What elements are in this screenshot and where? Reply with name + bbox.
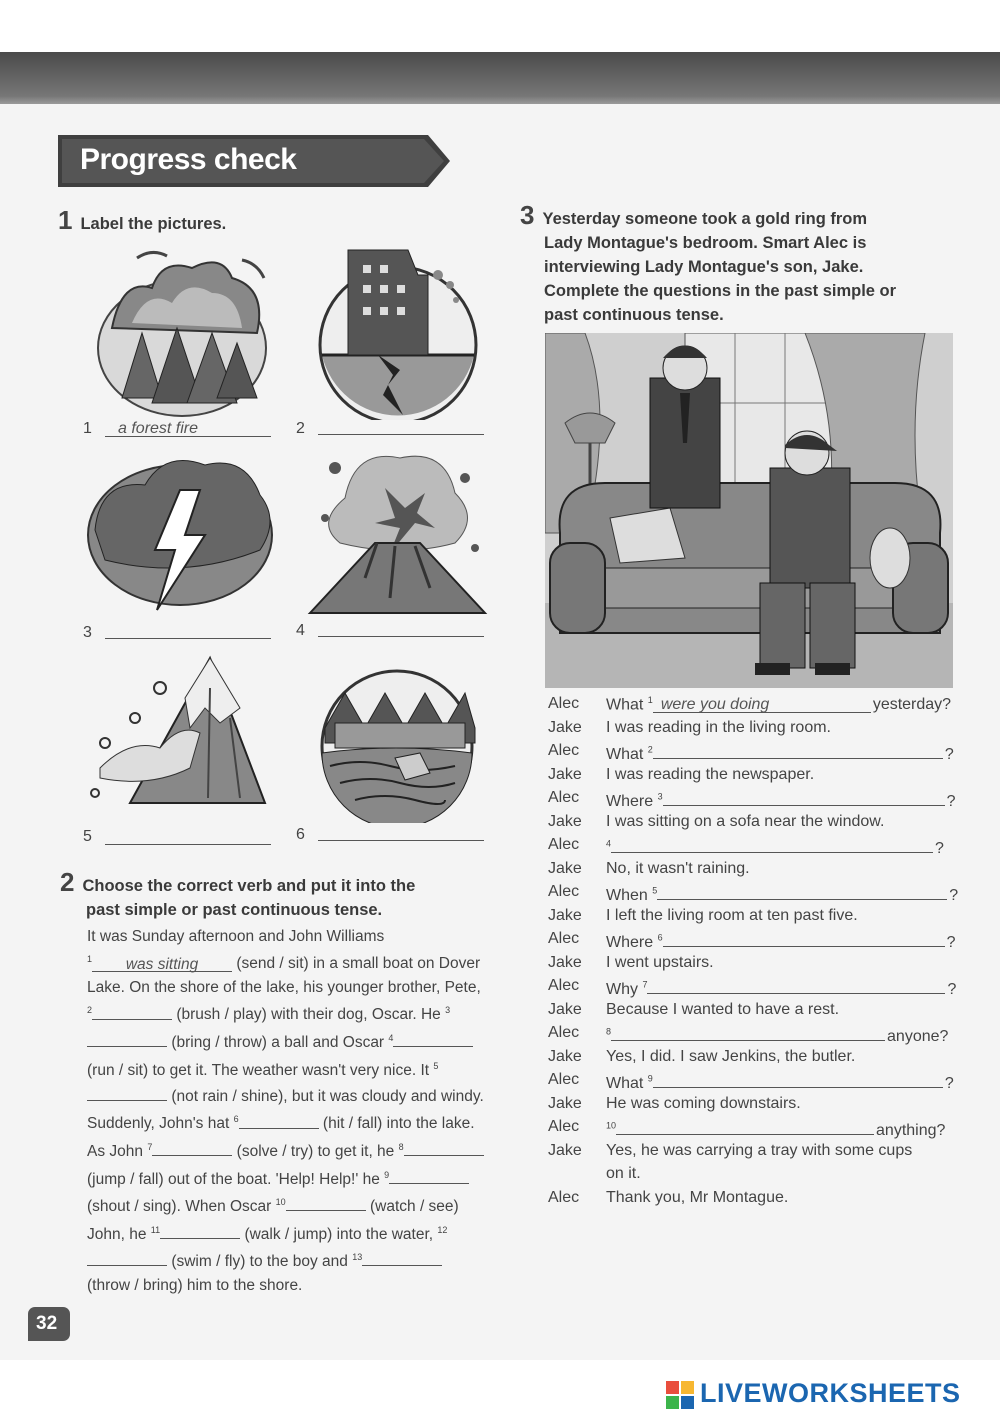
- page-number: 32: [36, 1313, 58, 1334]
- speaker-name: Jake: [548, 953, 582, 971]
- dialogue-row: [548, 881, 960, 905]
- section3-heading: [520, 200, 960, 327]
- dialogue-line: [606, 742, 960, 764]
- gap-9[interactable]: [389, 1165, 469, 1184]
- answer-line-6[interactable]: [318, 822, 484, 841]
- dialogue-line: [606, 789, 960, 811]
- question-end: anyone?: [887, 1028, 949, 1045]
- speaker-name: Jake: [548, 718, 582, 736]
- question-end: ?: [947, 981, 957, 998]
- speaker-name: Alec: [548, 977, 580, 994]
- section1-heading: [58, 205, 227, 236]
- question-gap-6[interactable]: [663, 930, 945, 947]
- story-text: (swim / fly) to the boy and: [171, 1253, 348, 1271]
- gap-number: 1: [647, 695, 653, 705]
- question-gap-4[interactable]: [611, 836, 933, 853]
- question-gap-answer: were you doing: [660, 696, 770, 714]
- dialogue-line: [606, 883, 960, 905]
- section2-heading: [60, 867, 480, 922]
- dialogue-row: [548, 1093, 960, 1117]
- question-gap-1[interactable]: [653, 696, 871, 713]
- gap-number: 9: [384, 1169, 390, 1180]
- forest-fire-icon: [92, 248, 272, 418]
- section3-title-2: Lady Montague's bedroom. Smart Alec is: [544, 234, 867, 252]
- speaker-name: Alec: [548, 789, 580, 806]
- dialogue-line: Yes, he was carrying a tray with some cups: [606, 1141, 913, 1159]
- dialogue-row: [548, 1187, 960, 1211]
- gap-number: 1: [87, 954, 93, 965]
- speaker-name: Jake: [548, 906, 582, 924]
- gap-number: 10: [275, 1197, 286, 1208]
- question-gap-2[interactable]: [653, 742, 943, 759]
- speaker-name: Alec: [548, 742, 580, 759]
- progress-check-banner: [58, 135, 450, 187]
- dialogue-line: I was sitting on a sofa near the window.: [606, 812, 885, 830]
- page-title: Progress check: [80, 143, 297, 176]
- dialogue-row: [548, 928, 960, 952]
- story-paragraph: [87, 925, 487, 1297]
- question-end: ?: [944, 1075, 954, 1092]
- story-text: (jump / fall) out of the boat. 'Help! Help!' he: [87, 1170, 380, 1188]
- label-num-4: 4: [296, 622, 305, 639]
- gap-number: 2: [87, 1005, 93, 1016]
- speaker-name: Alec: [548, 1118, 580, 1135]
- story-text: (bring / throw) a ball and Oscar: [171, 1034, 385, 1052]
- speaker-name: Jake: [548, 1000, 582, 1018]
- gap-number: 12: [437, 1224, 448, 1235]
- gap-13[interactable]: [362, 1247, 442, 1266]
- label-num-5: 5: [83, 828, 92, 845]
- speaker-name: Jake: [548, 1094, 582, 1112]
- question-gap-5[interactable]: [657, 883, 947, 900]
- question-gap-9[interactable]: [653, 1071, 943, 1088]
- question-end: yesterday?: [872, 696, 952, 714]
- dialogue-line: Yes, I did. I saw Jenkins, the butler.: [606, 1047, 856, 1065]
- speaker-name: Jake: [548, 859, 582, 877]
- section3-title-5: past continuous tense.: [544, 306, 724, 324]
- living-room-illustration: [545, 333, 953, 688]
- gap-number: 2: [647, 744, 653, 755]
- dialogue-line: [606, 1071, 960, 1093]
- label-num-1: 1: [83, 420, 92, 437]
- speaker-name: Jake: [548, 765, 582, 783]
- gap-7[interactable]: [152, 1137, 232, 1156]
- earthquake-icon: [308, 245, 488, 420]
- gap-5[interactable]: [87, 1082, 167, 1101]
- answer-line-5[interactable]: [105, 826, 271, 845]
- page-number-badge: [28, 1307, 70, 1341]
- dialogue-line: I went upstairs.: [606, 953, 714, 971]
- story-text: (brush / play) with their dog, Oscar. He: [176, 1006, 441, 1024]
- question-end: ?: [944, 746, 954, 763]
- question-end: ?: [946, 793, 956, 810]
- dialogue-line: I was reading in the living room.: [606, 718, 831, 736]
- question-end: anything?: [876, 1122, 946, 1139]
- question-start: Why: [606, 981, 638, 998]
- answer-line-2[interactable]: [318, 416, 484, 435]
- answer-line-3[interactable]: [105, 620, 271, 639]
- dialogue-row: [548, 717, 960, 741]
- section2-title-2: past simple or past continuous tense.: [86, 901, 383, 919]
- speaker-name: Alec: [548, 1071, 580, 1088]
- question-end: ?: [946, 934, 956, 951]
- gap-number: 4: [606, 838, 612, 849]
- gap-11[interactable]: [160, 1220, 240, 1239]
- story-text: (not rain / shine), but it was cloudy and windy. Suddenly, John's hat: [87, 1088, 484, 1133]
- gap-number: 7: [147, 1142, 153, 1153]
- gap-number: 6: [233, 1114, 239, 1125]
- question-start: Where: [606, 934, 654, 951]
- dialogue-row: [548, 1140, 960, 1164]
- speaker-name: Alec: [548, 883, 580, 900]
- speaker-name: Jake: [548, 1141, 582, 1159]
- dialogue-line: [606, 836, 960, 858]
- dialogue-line: on it.: [606, 1165, 641, 1182]
- dialogue-line: No, it wasn't raining.: [606, 859, 750, 877]
- question-start: When: [606, 887, 648, 904]
- story-text: (solve / try) to get it, he: [236, 1143, 395, 1161]
- speaker-name: Alec: [548, 1024, 580, 1041]
- gap-number: 5: [652, 885, 658, 896]
- label-num-6: 6: [296, 826, 305, 843]
- gap-number: 10: [606, 1120, 617, 1131]
- question-end: ?: [949, 887, 959, 904]
- gap-1[interactable]: [92, 953, 232, 972]
- speaker-name: Alec: [548, 1188, 580, 1206]
- section3-title-4: Complete the questions in the past simple or: [544, 282, 897, 300]
- gap-number: 4: [388, 1032, 394, 1043]
- label-num-3: 3: [83, 624, 92, 641]
- question-end: ?: [935, 840, 944, 857]
- section1-title: Label the pictures.: [80, 215, 227, 233]
- speaker-name: Jake: [548, 812, 582, 830]
- question-gap-7[interactable]: [647, 977, 945, 994]
- gap-number: 9: [647, 1073, 653, 1084]
- dialogue-line: Thank you, Mr Montague.: [606, 1188, 789, 1206]
- dialogue-row: [548, 811, 960, 835]
- dialogue-row: [548, 1022, 960, 1046]
- dialogue: [548, 693, 960, 1210]
- dialogue-line: Because I wanted to have a rest.: [606, 1000, 840, 1018]
- answer-1: a forest fire: [118, 420, 199, 437]
- speaker-name: Jake: [548, 1047, 582, 1065]
- dialogue-row: [548, 905, 960, 929]
- dialogue-row: [548, 1163, 960, 1187]
- dialogue-row: [548, 1046, 960, 1070]
- top-bar: [0, 52, 1000, 104]
- dialogue-row: [548, 787, 960, 811]
- dialogue-row: [548, 1116, 960, 1140]
- gap-number: 5: [433, 1060, 439, 1071]
- speaker-name: Alec: [548, 695, 580, 712]
- gap-number: 11: [150, 1224, 161, 1235]
- section2-number: 2: [60, 867, 75, 897]
- label-num-2: 2: [296, 420, 305, 437]
- dialogue-row: [548, 975, 960, 999]
- dialogue-row: [548, 952, 960, 976]
- gap-number: 13: [352, 1252, 363, 1263]
- gap-number: 7: [642, 979, 648, 990]
- gap-12[interactable]: [87, 1247, 167, 1266]
- question-start: What: [606, 1075, 644, 1092]
- gap-10[interactable]: [286, 1192, 366, 1211]
- dialogue-line: I left the living room at ten past five.: [606, 906, 858, 924]
- question-gap-10[interactable]: [616, 1118, 874, 1135]
- volcano-icon: [305, 448, 490, 623]
- lightning-storm-icon: [85, 450, 275, 620]
- dialogue-line: [606, 1118, 960, 1140]
- gap-number: 8: [606, 1026, 612, 1037]
- question-start: What: [606, 696, 644, 714]
- dialogue-row: [548, 1069, 960, 1093]
- dialogue-row: [548, 834, 960, 858]
- dialogue-line: [606, 930, 960, 952]
- gap-3[interactable]: [87, 1028, 167, 1047]
- gap-number: 8: [398, 1142, 404, 1153]
- avalanche-icon: [90, 648, 275, 823]
- gap-number: 3: [657, 791, 663, 802]
- story-text: (run / sit) to get it. The weather wasn't very nice. It: [87, 1061, 430, 1079]
- speaker-name: Alec: [548, 836, 580, 853]
- story-text: (walk / jump) into the water,: [244, 1225, 434, 1243]
- dialogue-row: [548, 764, 960, 788]
- dialogue-line: [606, 1024, 960, 1046]
- dialogue-line: [606, 977, 960, 999]
- story-text: (throw / bring) him to the shore.: [87, 1276, 303, 1294]
- story-text: (send / sit) in a small boat on Dover Lake. On the shore of the lake, his younger brother, Pete,: [87, 955, 481, 996]
- story-text: (watch / see) John, he: [87, 1198, 459, 1243]
- dialogue-line: He was coming downstairs.: [606, 1094, 801, 1112]
- dialogue-row: [548, 740, 960, 764]
- dialogue-line: [606, 695, 960, 714]
- answer-line-4[interactable]: [318, 618, 484, 637]
- gap-6[interactable]: [239, 1110, 319, 1129]
- story-text: (shout / sing). When Oscar: [87, 1198, 272, 1216]
- dialogue-row: [548, 999, 960, 1023]
- gap-number: 3: [445, 1005, 451, 1016]
- flood-icon: [305, 668, 490, 823]
- dialogue-row: [548, 858, 960, 882]
- gap-number: 6: [657, 932, 663, 943]
- section3-title-1: Yesterday someone took a gold ring from: [542, 210, 868, 228]
- section1-number: 1: [58, 205, 73, 235]
- question-gap-3[interactable]: [663, 789, 945, 806]
- story-text: (hit / fall) into the lake. As John: [87, 1115, 475, 1161]
- section3-number: 3: [520, 200, 535, 230]
- dialogue-line: I was reading the newspaper.: [606, 765, 815, 783]
- section3-title-3: interviewing Lady Montague's son, Jake.: [544, 258, 864, 276]
- story-text: It was Sunday afternoon and John Williams: [87, 928, 385, 945]
- question-start: Where: [606, 793, 654, 810]
- brand-name: LIVEWORKSHEETS: [700, 1378, 961, 1408]
- question-gap-8[interactable]: [611, 1024, 885, 1041]
- dialogue-row: [548, 693, 960, 717]
- gap-1-answer: was sitting: [125, 955, 199, 973]
- section2-title-1: Choose the correct verb and put it into the: [82, 877, 416, 895]
- question-start: What: [606, 746, 644, 763]
- gap-8[interactable]: [404, 1137, 484, 1156]
- liveworksheets-logo-icon: [666, 1381, 694, 1409]
- speaker-name: Alec: [548, 930, 580, 947]
- gap-2[interactable]: [92, 1001, 172, 1020]
- gap-4[interactable]: [393, 1028, 473, 1047]
